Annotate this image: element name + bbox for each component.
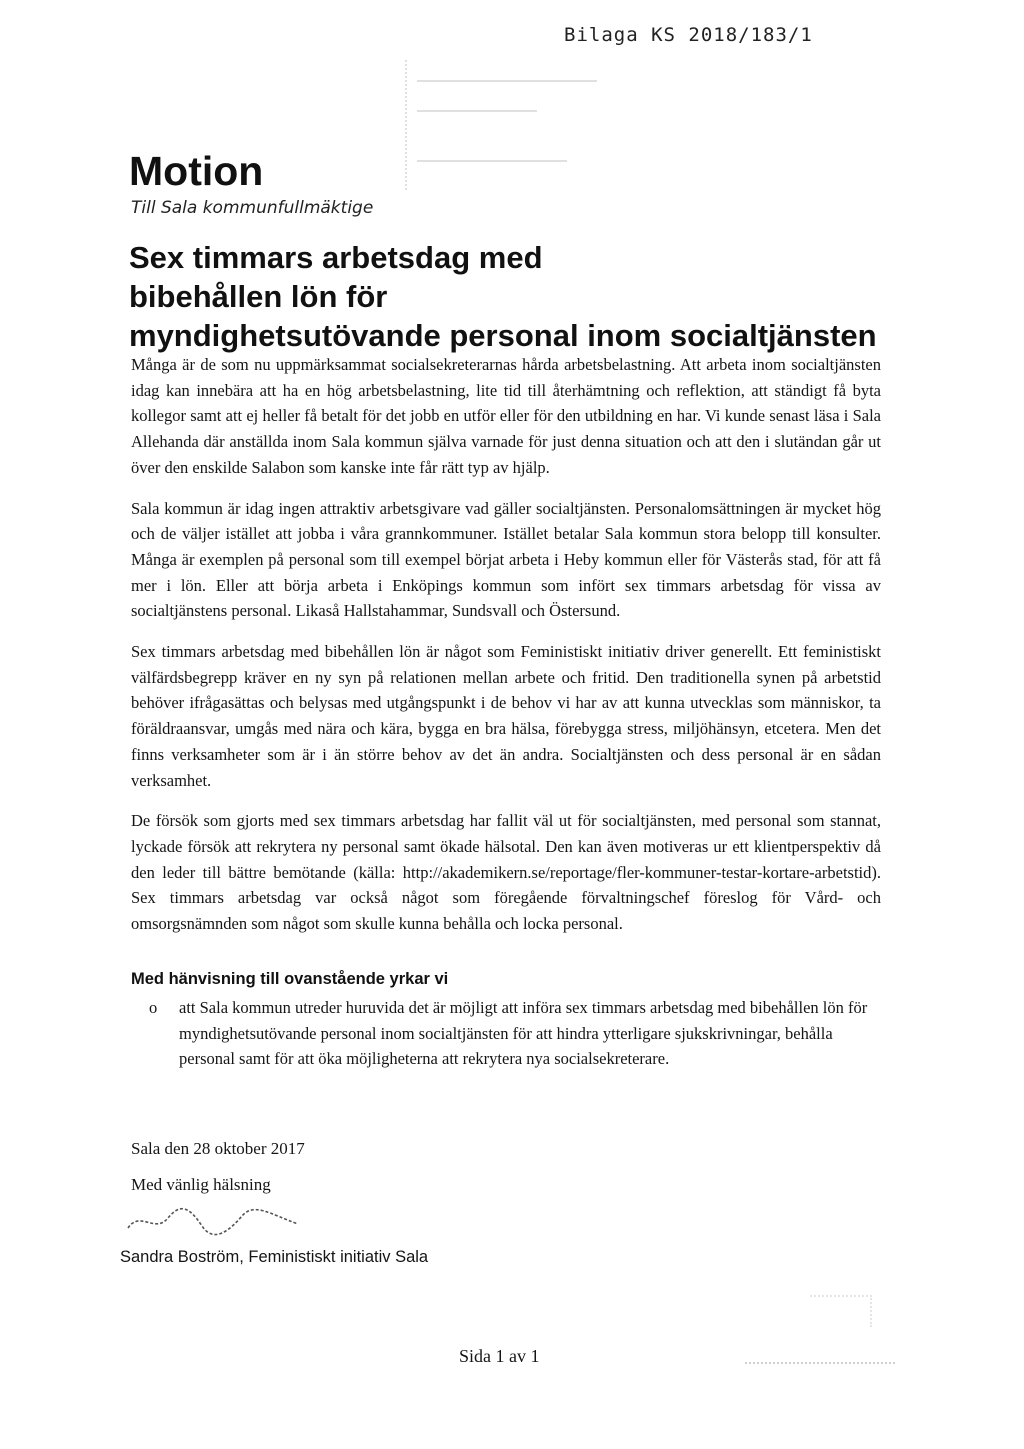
stamp-mark (810, 1295, 872, 1327)
signer-name: Sandra Boström, Feministiskt initiativ Sala (120, 1248, 429, 1266)
handwritten-signature (120, 1200, 310, 1240)
document-type-title: Motion (129, 148, 264, 194)
heading-line: myndighetsutövande personal inom socialtjänsten (129, 318, 877, 353)
reference-number: Bilaga KS 2018/183/1 (564, 24, 813, 46)
demand-heading: Med hänvisning till ovanstående yrkar vi (131, 970, 449, 988)
motion-body (131, 352, 881, 952)
recipient-line: Till Sala kommunfullmäktige (131, 198, 374, 218)
body-paragraph: Många är de som nu uppmärksammat socialsekreterarnas hårda arbetsbelastning. Att arbeta inom socialtjänsten idag kan innebära att ha en hög arbetsbelastning, lite tid till återhämtning och reflektion, att ständigt få byta kollegor samt att ej heller få betalt för det jobb en utför eller för den utbildning en har. Vi kunde senast läsa i Sala Allehanda där anställda inom Sala kommun själva varnade för just denna situation och att den i slutändan går ut över den enskilde Salabon som kanske inte får rätt typ av hjälp. (131, 355, 881, 477)
bullet-marker: o (149, 998, 158, 1017)
body-paragraph: Sala kommun är idag ingen attraktiv arbetsgivare vad gäller socialtjänsten. Personalomsättningen är mycket hög och de väljer istället att jobba i våra grannkommuner. Istället betalar Sala kommun stora belopp till konsulter. Många är exemplen på personal som till exempel börjat arbeta i Heby kommun eller för Västerås stad, för att få mer i lön. Eller att börja arbeta i Enköpings kommun som infört sex timmars arbetsdag för vissa av socialtjänstens personal. Likaså Hallstahammar, Sundsvall och Östersund. (131, 498, 881, 621)
demand-list-item (131, 995, 881, 1072)
footer-stamp (745, 1348, 895, 1364)
closing-greeting: Med vänlig hälsning (131, 1175, 271, 1194)
page-number: Sida 1 av 1 (459, 1346, 540, 1366)
body-paragraph: Sex timmars arbetsdag med bibehållen lön är något som Feministiskt initiativ driver generellt. Ett feministiskt välfärdsbegrepp kräver en ny syn på relationen mellan arbete och fritid. Den traditionella synen på arbetstid behöver ifrågasättas och belysas med utgångspunkt i de behov vi har av att kunna utvecklas som människor, ta föräldraansvar, umgås med nära och kära, bygga en bra hälsa, förebygga stress, miljöhänsyn, etcetera. Men det finns verksamheter som är i än större behov av det än andra. Socialtjänsten och dess personal är en sådan verksamhet. (131, 642, 881, 790)
heading-line: Sex timmars arbetsdag med (129, 240, 543, 275)
demand-text: att Sala kommun utreder huruvida det är möjligt att införa sex timmars arbetsdag med bibehållen lön för myndighetsutövande personal inom socialtjänsten för att hindra ytterligare sjukskrivningar, behålla personal samt för att öka möjligheterna att rekrytera nya socialsekreterare. (179, 998, 868, 1069)
place-and-date: Sala den 28 oktober 2017 (131, 1139, 305, 1158)
motion-heading (129, 238, 899, 355)
heading-line: bibehållen lön för (129, 279, 388, 314)
body-paragraph: De försök som gjorts med sex timmars arbetsdag har fallit väl ut för socialtjänsten, med personal som stannat, lyckade försök att rekrytera ny personal samt ökade hälsotal. Den kan även motiveras ur ett klientperspektiv då den leder till bättre bemötande (källa: http://akademikern.se/reportage/fler-kommuner-testar-kortare-arbetstid). Sex timmars arbetsdag var också något som föregående förvaltningschef föreslog för Vård- och omsorgsnämnden som något som skulle kunna behålla och locka personal. (131, 811, 881, 934)
registration-stamp (405, 60, 622, 190)
